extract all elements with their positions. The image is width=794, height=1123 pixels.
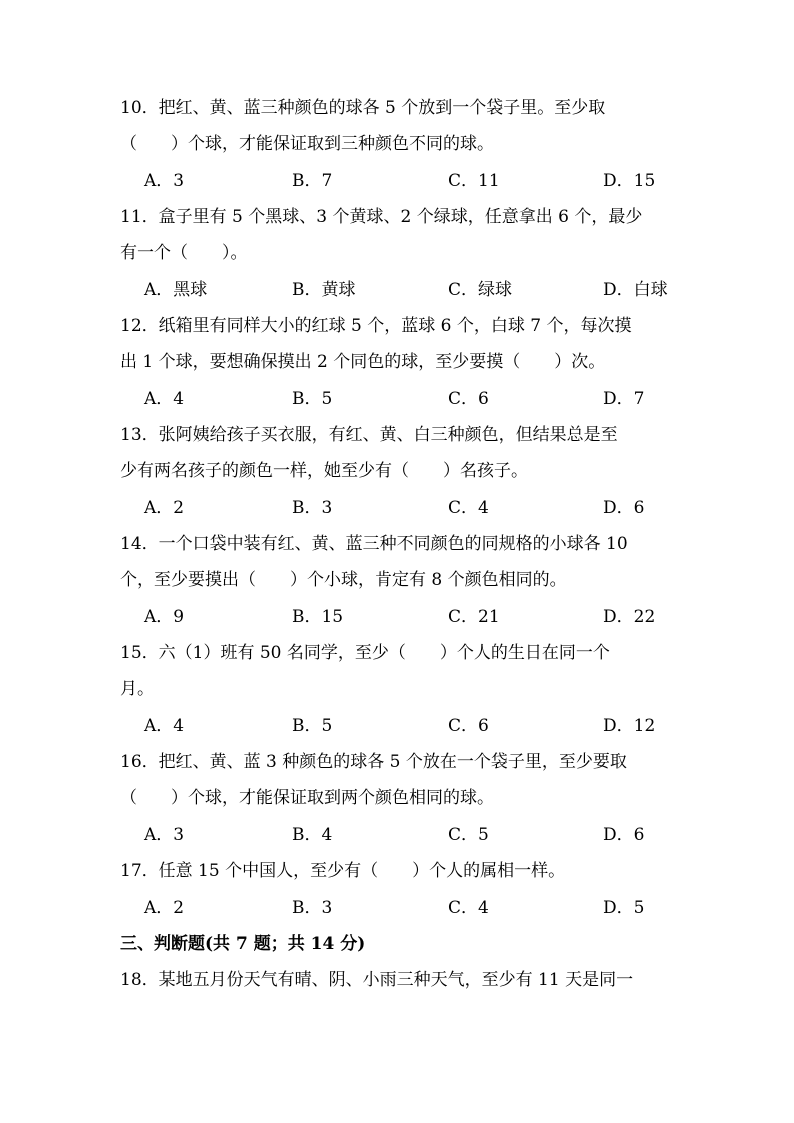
option-a: A．3 <box>144 171 185 191</box>
question-17-options <box>0 896 794 920</box>
option-d: D．6 <box>603 825 645 845</box>
question-14-line-1: 14．一个口袋中装有红、黄、蓝三种不同颜色的同规格的小球各 10 <box>120 534 628 554</box>
question-10-line-1: 10．把红、黄、蓝三种颜色的球各 5 个放到一个袋子里。至少取 <box>120 98 606 118</box>
question-10-line-2: （ ）个球，才能保证取到三种颜色不同的球。 <box>120 134 494 154</box>
option-c: C．11 <box>448 171 500 191</box>
option-b: B．3 <box>292 898 333 918</box>
option-a: A．2 <box>144 498 185 518</box>
question-12-line-2: 出 1 个球，要想确保摸出 2 个同色的球，至少要摸（ ）次。 <box>120 352 606 372</box>
option-c: C．4 <box>448 498 489 518</box>
question-16-line-2: （ ）个球，才能保证取到两个颜色相同的球。 <box>120 788 494 808</box>
option-d: D．22 <box>603 607 656 627</box>
question-18-line-1: 18．某地五月份天气有晴、阴、小雨三种天气，至少有 11 天是同一 <box>120 970 634 990</box>
option-a: A．2 <box>144 898 185 918</box>
option-a: A．3 <box>144 825 185 845</box>
option-b: B．5 <box>292 716 333 736</box>
option-d: D．15 <box>603 171 656 191</box>
question-17-line-1: 17．任意 15 个中国人，至少有（ ）个人的属相一样。 <box>120 861 566 881</box>
option-d: D．12 <box>603 716 656 736</box>
option-d: D．6 <box>603 498 645 518</box>
option-d: D．7 <box>603 389 645 409</box>
question-12-options <box>0 387 794 411</box>
option-b: B．4 <box>292 825 333 845</box>
option-c: C．6 <box>448 389 489 409</box>
option-b: B．3 <box>292 498 333 518</box>
option-b: B．7 <box>292 171 333 191</box>
question-15-options <box>0 714 794 738</box>
option-a: A．黑球 <box>144 280 208 300</box>
section-title-true-false: 三、判断题(共 7 题；共 14 分) <box>120 934 366 954</box>
question-13-options <box>0 496 794 520</box>
question-14-options <box>0 605 794 629</box>
option-c: C．21 <box>448 607 500 627</box>
question-11-options <box>0 278 794 302</box>
question-13-line-1: 13．张阿姨给孩子买衣服，有红、黄、白三种颜色，但结果总是至 <box>120 425 618 445</box>
option-b: B．5 <box>292 389 333 409</box>
question-16-options <box>0 823 794 847</box>
question-13-line-2: 少有两名孩子的颜色一样，她至少有（ ）名孩子。 <box>120 461 528 481</box>
option-b: B．15 <box>292 607 344 627</box>
question-16-line-1: 16．把红、黄、蓝 3 种颜色的球各 5 个放在一个袋子里，至少要取 <box>120 752 627 772</box>
option-c: C．5 <box>448 825 489 845</box>
question-10-options <box>0 169 794 193</box>
option-b: B．黄球 <box>292 280 356 300</box>
option-c: C．4 <box>448 898 489 918</box>
option-d: D．白球 <box>603 280 668 300</box>
option-a: A．9 <box>144 607 185 627</box>
question-14-line-2: 个，至少要摸出（ ）个小球，肯定有 8 个颜色相同的。 <box>120 570 567 590</box>
option-a: A．4 <box>144 716 185 736</box>
question-12-line-1: 12．纸箱里有同样大小的红球 5 个，蓝球 6 个，白球 7 个，每次摸 <box>120 316 632 336</box>
option-d: D．5 <box>603 898 645 918</box>
question-11-line-1: 11．盒子里有 5 个黑球、3 个黄球、2 个绿球，任意拿出 6 个，最少 <box>120 207 643 227</box>
question-15-line-2: 月。 <box>120 679 154 699</box>
option-a: A．4 <box>144 389 185 409</box>
question-11-line-2: 有一个（ ）。 <box>120 243 248 263</box>
option-c: C．6 <box>448 716 489 736</box>
question-15-line-1: 15．六（1）班有 50 名同学，至少（ ）个人的生日在同一个 <box>120 643 610 663</box>
option-c: C．绿球 <box>448 280 513 300</box>
